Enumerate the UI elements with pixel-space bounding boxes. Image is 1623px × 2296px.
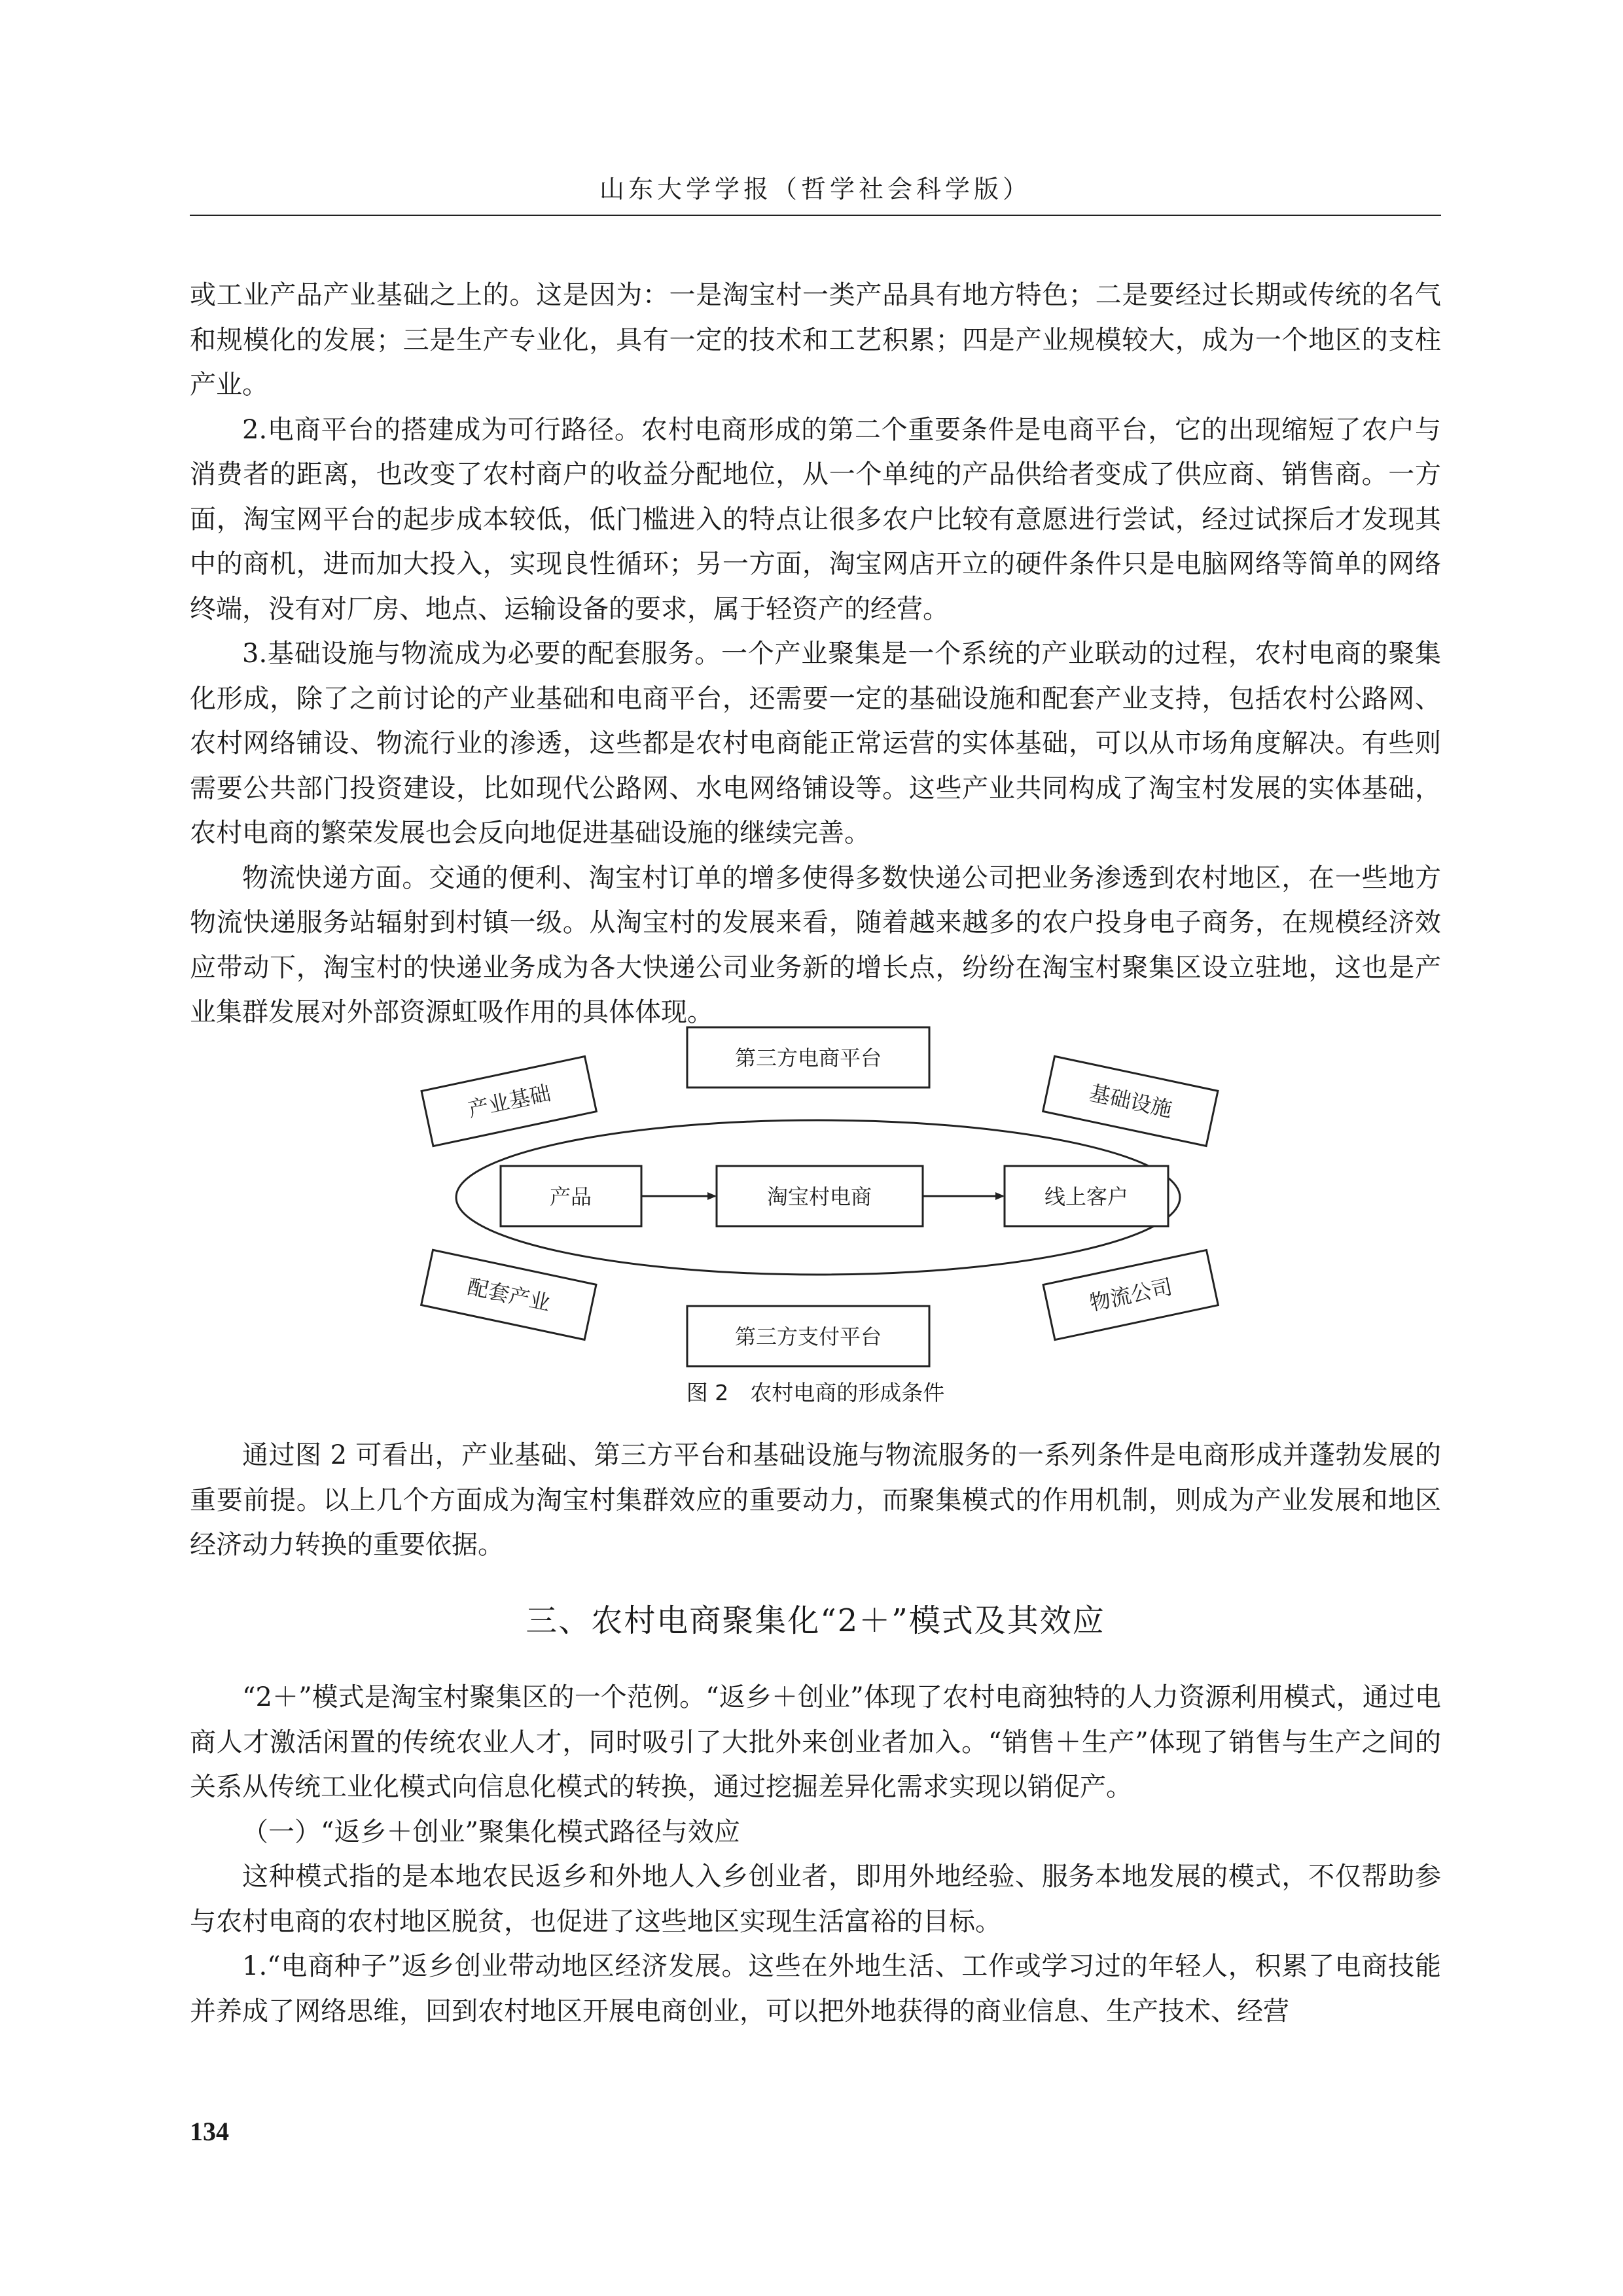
- box-ecommerce-platform: [687, 1027, 929, 1087]
- paragraph: 通过图 2 可看出，产业基础、第三方平台和基础设施与物流服务的一系列条件是电商形成并蓬勃发展的重要前提。以上几个方面成为淘宝村集群效应的重要动力，而聚集模式的作用机制，则成为产业发展和地区经济动力转换的重要依据。: [190, 1440, 1441, 1560]
- subsection-heading: （一）“返乡＋创业”聚集化模式路径与效应: [242, 1816, 740, 1847]
- box-infrastructure-label: 基础设施: [1087, 1080, 1175, 1122]
- box-supporting-industry: [421, 1250, 596, 1339]
- figure-caption: 图 2 农村电商的形成条件: [686, 1380, 945, 1405]
- box-taobao-village-label: 淘宝村电商: [766, 1184, 872, 1209]
- box-ecommerce-platform-label: 第三方电商平台: [734, 1046, 882, 1070]
- body-text-mid: [190, 1433, 1441, 1568]
- box-online-customers-label: 线上客户: [1044, 1184, 1129, 1209]
- header-rule: [190, 215, 1441, 216]
- page-number: 134: [190, 2117, 229, 2146]
- box-infrastructure: [1043, 1056, 1218, 1146]
- box-payment-platform-label: 第三方支付平台: [734, 1324, 882, 1349]
- paragraph: 物流快递方面。交通的便利、淘宝村订单的增多使得多数快递公司把业务渗透到农村地区，在一些地方物流快递服务站辐射到村镇一级。从淘宝村的发展来看，随着越来越多的农户投身电子商务，在规模经济效应带动下，淘宝村的快递业务成为各大快递公司业务新的增长点，纷纷在淘宝村聚集区设立驻地，这也是产业集群发展对外部资源虹吸作用的具体体现。: [190, 862, 1441, 1027]
- paragraph: “2＋”模式是淘宝村聚集区的一个范例。“返乡＋创业”体现了农村电商独特的人力资源利用模式，通过电商人才激活闲置的传统农业人才，同时吸引了大批外来创业者加入。“销售＋生产”体现了销售与生产之间的关系从传统工业化模式向信息化模式的转换，通过挖掘差异化需求实现以销促产。: [190, 1682, 1441, 1802]
- body-text-bottom: [190, 1675, 1441, 2034]
- box-industry-base-label: 产业基础: [465, 1080, 553, 1122]
- box-logistics-label: 物流公司: [1087, 1274, 1175, 1316]
- box-industry-base: [421, 1057, 596, 1146]
- box-supporting-industry-label: 配套产业: [465, 1274, 553, 1316]
- section-heading: 三、农村电商聚集化“2＋”模式及其效应: [526, 1602, 1105, 1639]
- paragraph: 2.电商平台的搭建成为可行路径。农村电商形成的第二个重要条件是电商平台，它的出现缩短了农户与消费者的距离，也改变了农村商户的收益分配地位，从一个单纯的产品供给者变成了供应商、销售商。一方面，淘宝网平台的起步成本较低，低门槛进入的特点让很多农户比较有意愿进行尝试，经过试探后才发现其中的商机，进而加大投入，实现良性循环；另一方面，淘宝网店开立的硬件条件只是电脑网络等简单的网络终端，没有对厂房、地点、运输设备的要求，属于轻资产的经营。: [190, 414, 1441, 624]
- box-online-customers: [1005, 1166, 1168, 1226]
- box-logistics: [1043, 1250, 1218, 1340]
- body-text-top: [190, 273, 1441, 1035]
- paragraph: 1.“电商种子”返乡创业带动地区经济发展。这些在外地生活、工作或学习过的年轻人，积累了电商技能并养成了网络思维，回到农村地区开展电商创业，可以把外地获得的商业信息、生产技术、经营: [190, 1951, 1441, 2026]
- paragraph: 3.基础设施与物流成为必要的配套服务。一个产业聚集是一个系统的产业联动的过程，农村电商的聚集化形成，除了之前讨论的产业基础和电商平台，还需要一定的基础设施和配套产业支持，包括农村公路网、农村网络铺设、物流行业的渗透，这些都是农村电商能正常运营的实体基础，可以从市场角度解决。有些则需要公共部门投资建设，比如现代公路网、水电网络铺设等。这些产业共同构成了淘宝村发展的实体基础，农村电商的繁荣发展也会反向地促进基础设施的继续完善。: [190, 639, 1441, 848]
- box-taobao-village: [717, 1166, 923, 1226]
- paragraph: 这种模式指的是本地农民返乡和外地人入乡创业者，即用外地经验、服务本地发展的模式，不仅帮助参与农村电商的农村地区脱贫，也促进了这些地区实现生活富裕的目标。: [190, 1862, 1441, 1937]
- box-payment-platform: [687, 1306, 929, 1366]
- paragraph: 或工业产品产业基础之上的。这是因为：一是淘宝村一类产品具有地方特色；二是要经过长期或传统的名气和规模化的发展；三是生产专业化，具有一定的技术和工艺积累；四是产业规模较大，成为一个地区的支柱产业。: [190, 280, 1441, 400]
- figure-2-diagram: [393, 1021, 1243, 1374]
- running-header: 山东大学学报（哲学社会科学版）: [599, 175, 1031, 203]
- box-product: [501, 1166, 641, 1226]
- box-product-label: 产品: [549, 1184, 592, 1209]
